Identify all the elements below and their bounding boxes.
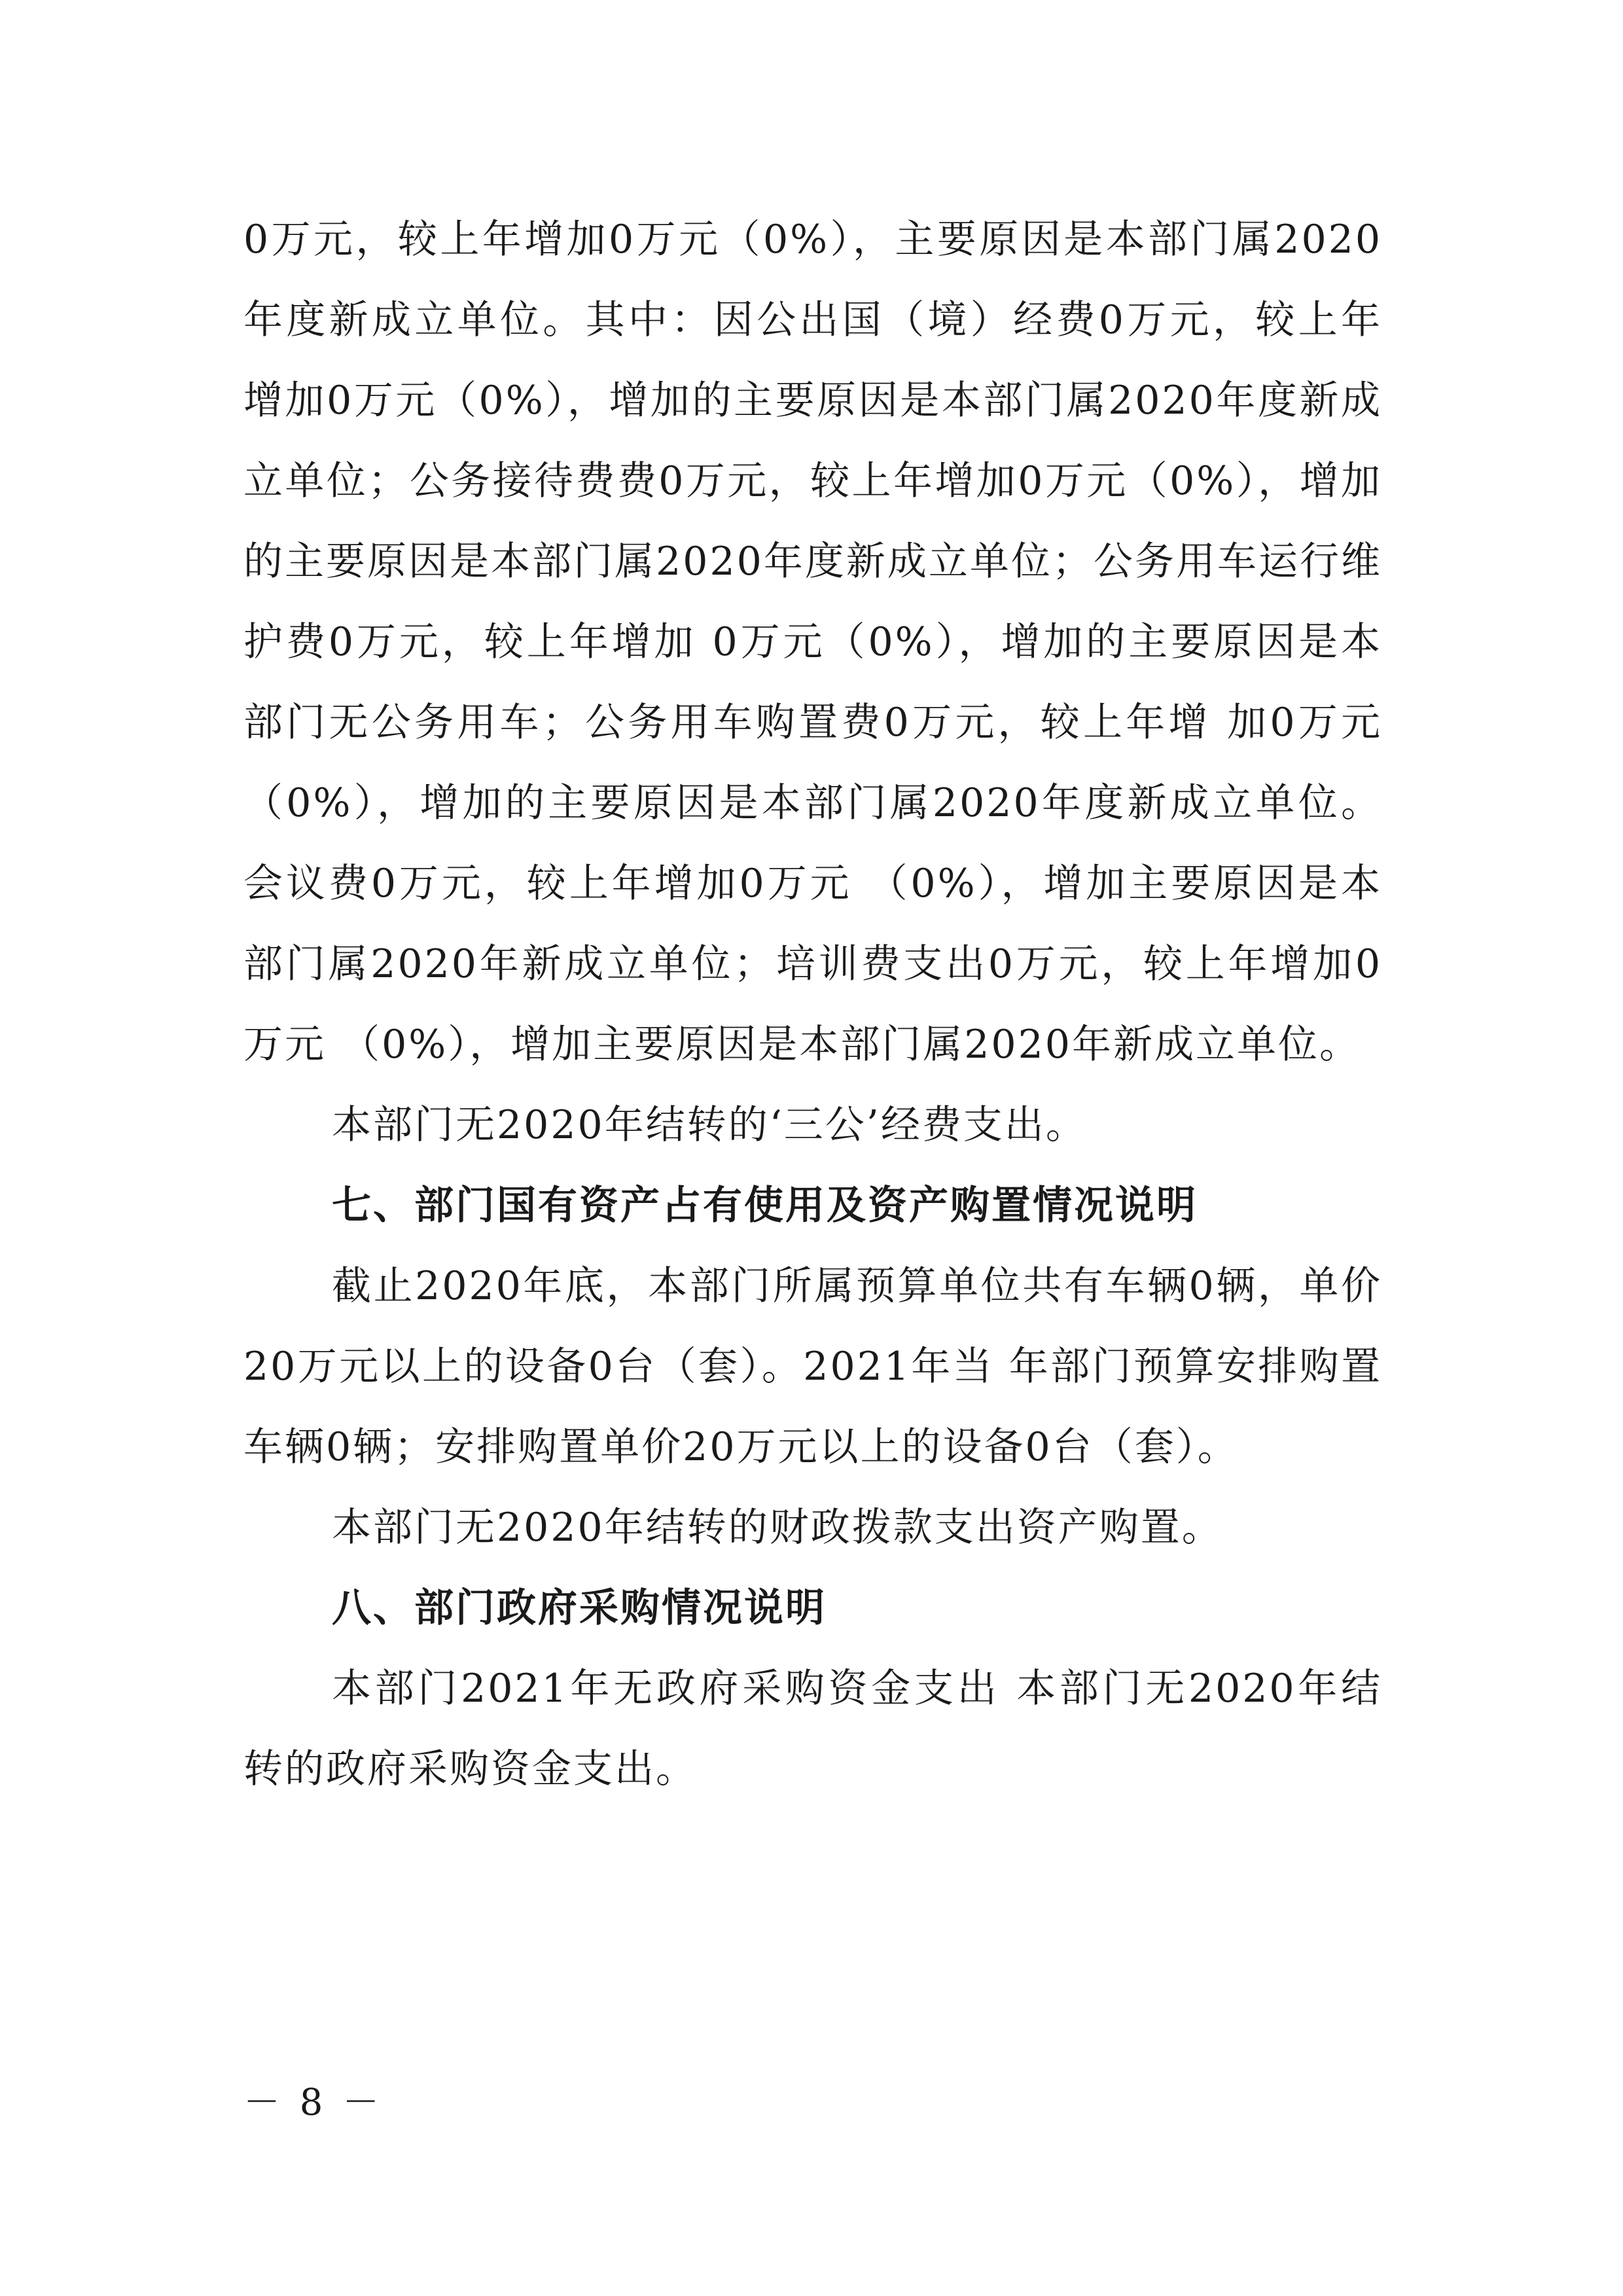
section-heading-government-procurement: 八、部门政府采购情况说明 [332, 1585, 827, 1631]
paragraph-three-public-expense-details: 0万元，较上年增加0万元（0%），主要原因是本部门属2020年度新成立单位。其中：因公出国（境）经费0万元，较上年增加0万元（0%），增加的主要原因是本部门属2020年度新成立单位；公务接待费费0万元，较上年增加0万元（0%），增加的主要原因是本部门属2020年度新成立单位；公务用车运行维护费0万元，较上年增加 0万元（0%），增加的主要原因是本部门无公务用车；公务用车购置费0万元，较上年增 加0万元（0%），增加的主要原因是本部门属2020年度新成立单位。会议费0万元，较上年增加0万元 （0%），增加主要原因是本部门属2020年新成立单位；培训费支出0万元，较上年增加0万元 （0%），增加主要原因是本部门属2020年新成立单位。 [243, 217, 1382, 1067]
page-content [243, 200, 1382, 1810]
paragraph-asset-status: 截止2020年底，本部门所属预算单位共有车辆0辆，单价20万元以上的设备0台（套）。2021年当 年部门预算安排购置车辆0辆；安排购置单价20万元以上的设备0台（套）。 [243, 1263, 1382, 1470]
paragraph-no-carryover-three-public: 本部门无2020年结转的‘三公’经费支出。 [332, 1102, 1087, 1148]
page-number: － 8 － [243, 2081, 383, 2124]
paragraph-no-carryover-asset-purchase: 本部门无2020年结转的财政拨款支出资产购置。 [332, 1505, 1223, 1551]
paragraph-procurement-status: 本部门2021年无政府采购资金支出 本部门无2020年结转的政府采购资金支出。 [243, 1666, 1382, 1792]
section-heading-state-assets: 七、部门国有资产占有使用及资产购置情况说明 [332, 1183, 1198, 1229]
